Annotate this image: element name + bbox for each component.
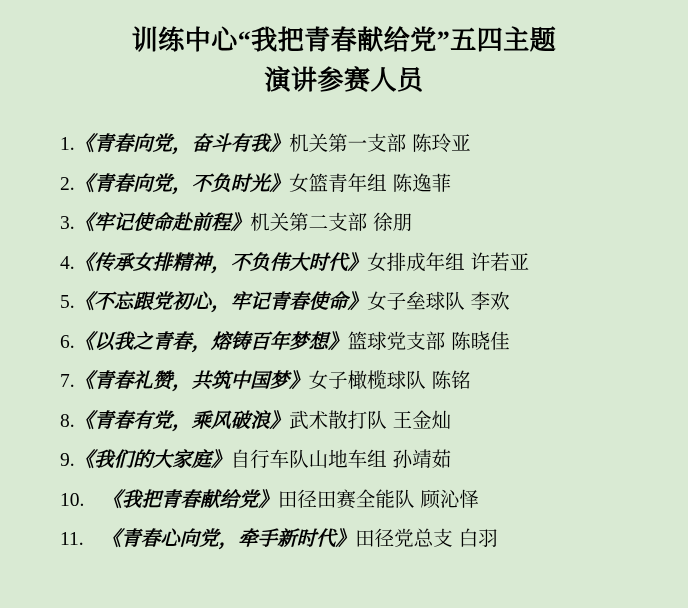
list-item — [60, 362, 660, 402]
list-item — [60, 402, 660, 442]
list-item — [60, 125, 660, 165]
list-item-number: 5. — [60, 292, 75, 314]
list-item — [60, 520, 660, 560]
title-line-1: 训练中心“我把青春献给党”五四主题 — [131, 26, 557, 55]
list-item-speech-title: 《青春有党，乘风破浪》 — [74, 410, 290, 432]
list-item-unit: 机关第一支部 — [289, 134, 407, 156]
list-item-unit: 武术散打队 — [289, 410, 387, 432]
list-item-number: 8. — [60, 410, 75, 432]
list-item-unit: 女排成年组 — [367, 252, 465, 274]
list-item-person-name: 顾沁怿 — [420, 489, 479, 511]
list-item-number: 9. — [60, 450, 75, 472]
list-item-unit: 篮球党支部 — [347, 331, 446, 353]
list-item-unit: 田径党总支 — [355, 529, 453, 551]
list-item-number: 6. — [60, 331, 75, 353]
list-item-unit: 女子垒球队 — [367, 292, 465, 314]
list-item-number: 4. — [60, 252, 75, 274]
list-item-number: 11. — [60, 529, 84, 551]
list-item-person-name: 李欢 — [470, 292, 510, 314]
list-item-person-name: 许若亚 — [470, 252, 530, 274]
list-item-person-name: 陈逸菲 — [392, 173, 452, 195]
list-item-person-name: 陈晓佳 — [451, 331, 510, 353]
list-item-number: 10. — [60, 489, 85, 511]
list-item-person-name: 陈铭 — [431, 371, 471, 393]
list-item-speech-title: 《传承女排精神，不负伟大时代》 — [74, 252, 368, 274]
list-item-person-name: 徐朋 — [373, 213, 413, 235]
list-item-speech-title: 《青春礼赞，共筑中国梦》 — [74, 371, 309, 393]
list-item-speech-title: 《以我之青春，熔铸百年梦想》 — [74, 331, 348, 353]
list-item-person-name: 孙靖茹 — [392, 450, 452, 472]
list-item-speech-title: 《不忘跟党初心，牢记青春使命》 — [74, 292, 368, 314]
list-item-number: 1. — [60, 134, 75, 156]
list-item — [60, 283, 660, 323]
list-item-unit: 女子橄榄球队 — [308, 371, 426, 393]
participant-list — [28, 125, 660, 560]
list-item-speech-title: 《青春向党，奋斗有我》 — [74, 134, 290, 156]
list-item — [60, 244, 660, 284]
list-item — [60, 323, 660, 363]
list-item-unit: 女篮青年组 — [289, 173, 387, 195]
list-item-unit: 田径田赛全能队 — [277, 489, 415, 511]
list-item-number: 7. — [60, 371, 75, 393]
list-item — [60, 165, 660, 205]
list-item-speech-title: 《青春向党，不负时光》 — [74, 173, 290, 195]
list-item-person-name: 陈玲亚 — [412, 134, 471, 156]
list-item-speech-title: 《青春心向党，牵手新时代》 — [101, 529, 356, 551]
list-item — [60, 204, 660, 244]
page-title — [28, 22, 660, 99]
title-line-2: 演讲参赛人员 — [264, 65, 424, 95]
list-item-number: 2. — [60, 173, 75, 195]
list-item-unit: 机关第二支部 — [250, 213, 368, 235]
list-item — [60, 441, 660, 481]
list-item-speech-title: 《我把青春献给党》 — [102, 489, 278, 511]
list-item-unit: 自行车队山地车组 — [230, 450, 387, 472]
list-item-number: 3. — [60, 213, 75, 235]
list-item-person-name: 白羽 — [458, 529, 498, 551]
list-item-speech-title: 《我们的大家庭》 — [74, 450, 231, 472]
list-item-speech-title: 《牢记使命赴前程》 — [74, 213, 251, 235]
list-item-person-name: 王金灿 — [392, 410, 452, 432]
list-item — [60, 481, 660, 521]
